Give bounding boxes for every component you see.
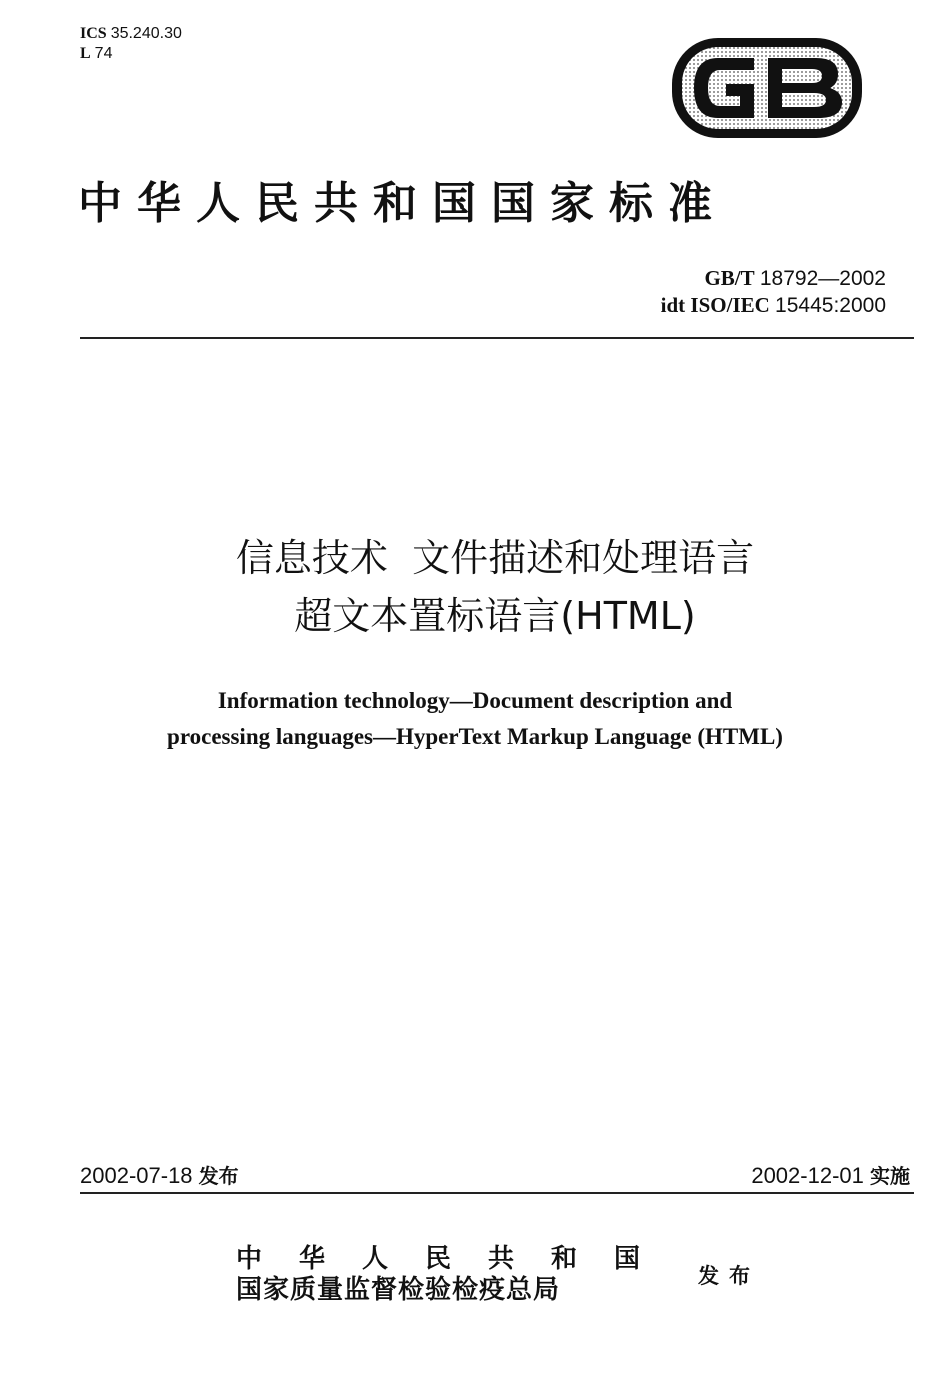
ics-value: 35.240.30 — [110, 25, 182, 42]
classification-codes — [80, 24, 182, 64]
ics-line — [80, 24, 182, 44]
chinese-title-line2: 超文本置标语言(HTML) — [294, 594, 696, 638]
gb-logo — [672, 38, 862, 138]
issuer-line1: 中华人民共和国 — [236, 1244, 678, 1274]
top-divider — [80, 337, 914, 339]
chinese-title-line1: 信息技术 文件描述和处理语言 — [235, 536, 755, 580]
idt-line — [661, 292, 886, 319]
english-title-line2: processing languages—HyperText Markup Language (HTML) — [167, 724, 783, 749]
bottom-divider — [80, 1192, 914, 1194]
l-line — [80, 44, 182, 64]
l-label: L — [80, 45, 91, 62]
standard-number-line — [661, 265, 886, 292]
issue-date-block — [80, 1160, 239, 1189]
publish-word: 发布 — [698, 1263, 760, 1288]
national-standard-title: 中华人民共和国国家标准 — [78, 178, 727, 229]
l-value: 74 — [94, 45, 113, 62]
idt-prefix: idt ISO/IEC — [660, 293, 770, 317]
english-title-line1: Information technology—Document description and — [217, 688, 733, 713]
issuer-line2: 国家质量监督检验检疫总局 — [236, 1275, 561, 1305]
standard-prefix: GB/T — [704, 266, 755, 290]
effective-date-block — [751, 1160, 910, 1189]
effective-date: 2002-12-01 — [751, 1163, 864, 1188]
standard-codes — [661, 265, 886, 319]
standard-number: 18792—2002 — [759, 267, 886, 290]
issue-word: 发布 — [198, 1164, 239, 1188]
effective-word: 实施 — [870, 1164, 910, 1188]
ics-label: ICS — [80, 25, 107, 42]
issue-date: 2002-07-18 — [80, 1163, 193, 1188]
idt-number: 15445:2000 — [775, 294, 886, 317]
